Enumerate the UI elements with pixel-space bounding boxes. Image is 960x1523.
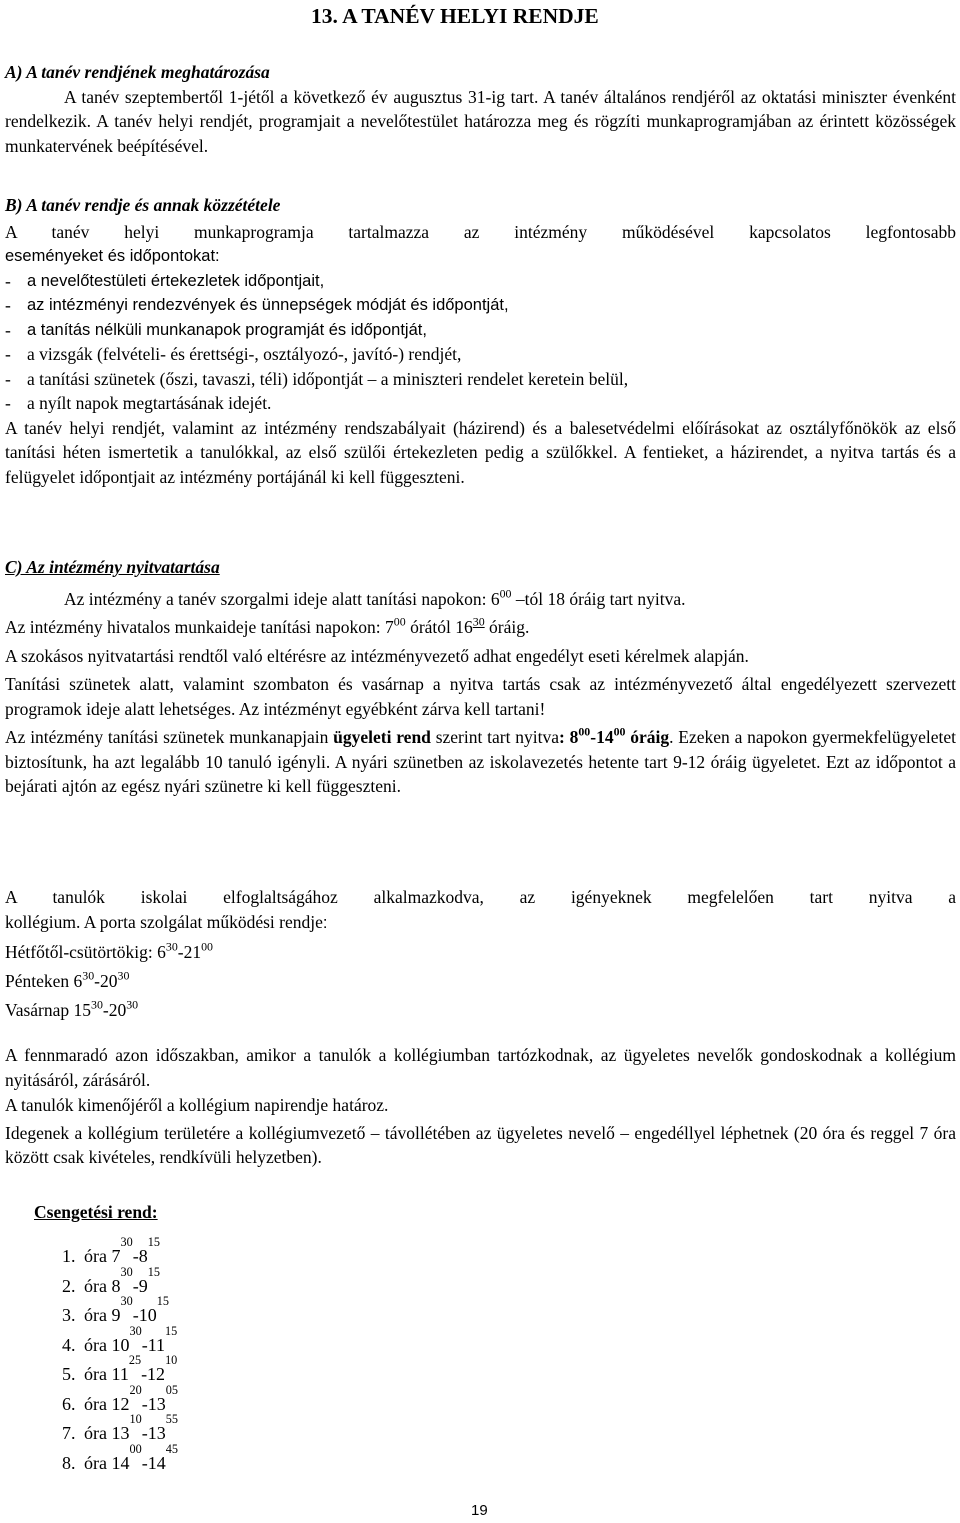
section-c-p5: Az intézmény tanítási szünetek munkanapjain ügyeleti rend szerint tart nyitva: $8^{00}-14^{00}$ óráig. Ezeken a napokon gyermekfelügyeletet biztosítunk, ha azt legalább 10 tanuló igényli. A nyári szünetben az iskolavezetés hetente tart 9-12 óráig ügyeletet. Ezt az időpontot a bejárati ajtón az egész nyári szünetre ki kell függeszteni. [5,724,956,796]
section-a [5,60,956,158]
section-b [5,193,956,489]
list-dash: - [5,319,11,340]
bell-row: 6. óra 12 20 -13 05 [62,1382,178,1414]
porta-hours-row: Hétfőtől-csütörtökig: $6^{30}-21^{00}$ [5,939,213,962]
list-dash: - [5,368,11,389]
bell-row: 4. óra 10 30 -11 15 [62,1323,178,1355]
bell-row: 7. óra 13 10 -13 55 [62,1412,178,1443]
section-c-p3: A szokásos nyitvatartási rendtől való eltérésre az intézményvezető adhat engedélyt eseti kérelmek alapján. [5,645,749,666]
section-a-text: A tanév szeptembertől 1-jétől a következő év augusztus 31-ig tart. A tanév általános rendjéről az oktatási miniszter évenként rendelkezik. A tanév helyi rendjét, programjait a nevelőtestület határozza meg és rögzíti munkaprogramjában az érintett közösségek munkatervének beépítésével. [5,86,956,156]
list-dash: - [5,344,11,364]
college-p2: A tanulók kimenőjéről a kollégium napirendje határoz. [5,1095,389,1115]
college-p1: A fennmaradó azon időszakban, amikor a tanulók a kollégiumban tartózkodnak, az ügyeletes nevelők gondoskodnak a kollégium nyitásáról, zárásáról. [5,1045,956,1090]
section-c-heading: C) Az intézmény nyitvatartása [5,557,220,577]
bell-row: 1. óra 7 30 -8 15 [62,1235,160,1266]
page-title: 13. A TANÉV HELYI RENDJE [311,4,599,28]
college-line1: A tanulók iskolai elfoglaltságához alkalmazkodva, az igényeknek megfelelően tart nyitva a [5,887,956,907]
section-c-p1: Az intézmény a tanév szorgalmi ideje alatt tanítási napokon: $6^{00}$ –tól 18 óráig tart nyitva. [64,586,686,609]
porta-hours-row: Vasárnap $15^{30}-20^{30}$ [5,997,139,1020]
bells-list [62,1235,178,1478]
college-notes [5,1043,956,1170]
section-b-list [5,269,956,416]
page-number: 19 [471,1502,488,1519]
section-b-heading: B) A tanév rendje és annak közzététele [5,195,281,215]
list-item: - a nyílt napok megtartásának idejét. [5,391,956,416]
list-item: - a nevelőtestületi értekezletek időpontjait, [5,269,956,294]
section-c-p2: Az intézmény hivatalos munkaideje tanítási napokon: $7^{00}$ órától $16^{30}$ óráig. [5,614,530,637]
list-item: - a vizsgák (felvételi- és érettségi-, osztályozó-, javító-) rendjét, [5,342,956,367]
list-dash: - [5,393,11,413]
bell-row: 8. óra 14 00 -14 45 [62,1441,178,1473]
section-b-intro-cont: eseményeket és időpontokat: [5,247,220,265]
section-a-heading: A) A tanév rendjének meghatározása [5,62,270,82]
section-b-closing: A tanév helyi rendjét, valamint az intézmény rendszabályait (házirend) és a balesetvédelmi előírásokat az osztályfőnökök az első tanítási héten ismertetik a tanulókkal, az első szülői értekezleten pedig a szülőkkel. A fentieket, a házirendet, a nyitva tartás és a felügyelet időpontjait az intézmény portájánál ki kell függeszteni. [5,417,956,487]
porta-hours [5,938,956,1025]
list-dash: - [5,270,11,291]
college-section [5,885,956,1025]
bell-row: 2. óra 8 30 -9 15 [62,1264,160,1296]
bell-row: 5. óra 11 25 -12 10 [62,1353,178,1384]
college-p3: Idegenek a kollégium területére a kollégiumvezető – távollétében az ügyeletes nevelő – engedéllyel léphetnek (20 óra és reggel 7 óra között csak kivételes, rendkívüli helyzetben). [5,1122,956,1167]
list-dash: - [5,295,11,315]
list-item: - a tanítás nélküli munkanapok programját és időpontját, [5,318,956,343]
list-item: - az intézményi rendezvények és ünnepségek módját és időpontját, [5,293,956,318]
porta-hours-row: Pénteken $6^{30}-20^{30}$ [5,968,130,991]
college-line2: kollégium. A porta szolgálat működési rendje: [5,911,328,932]
section-c [5,555,956,799]
bell-row: 3. óra 9 30 -10 15 [62,1294,169,1325]
bells-heading: Csengetési rend: [34,1202,158,1222]
section-c-p4: Tanítási szünetek alatt, valamint szombaton és vasárnap a nyitva tartás csak az intézményvezető által engedélyezett szervezett programok ideje alatt lehetséges. Az intézményt egyébként zárva kell tartani! [5,674,956,719]
list-item: - a tanítási szünetek (őszi, tavaszi, téli) időpontját – a miniszteri rendelet keretein belül, [5,367,956,392]
section-b-intro: A tanév helyi munkaprogramja tartalmazza az intézmény működésével kapcsolatos legfontosabb [5,221,956,242]
